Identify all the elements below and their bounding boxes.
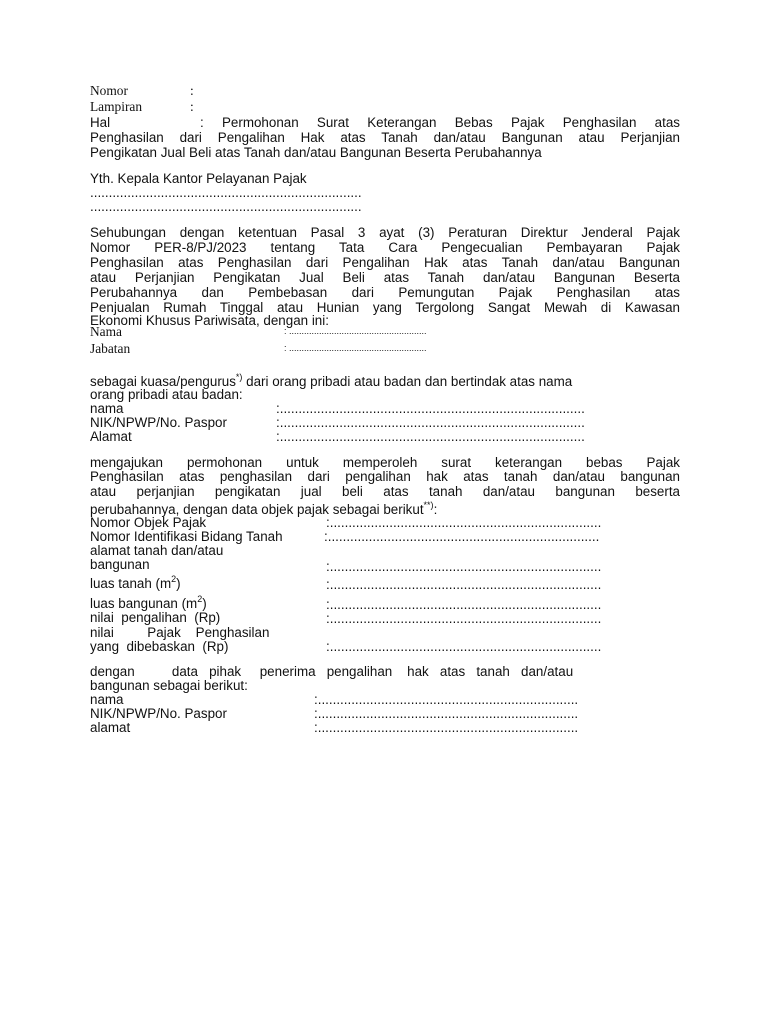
- objek-footnote-mark: **): [423, 500, 434, 510]
- objek-field-value: :.........................................................................: [326, 639, 602, 654]
- objek-line-3: atau perjanjian pengikatan jual beli atas tanah dan/atau bangunan beserta: [90, 484, 680, 499]
- kuasa-text-a: sebagai kuasa/pengurus: [90, 374, 236, 389]
- objek-field-label: bangunan: [90, 557, 150, 572]
- objek-field-label: Nomor Identifikasi Bidang Tanah: [90, 529, 283, 544]
- luas-tanah-label: luas tanah (m: [90, 576, 172, 591]
- penerima-field-value: :......................................................................: [314, 692, 579, 707]
- intro-line-6: Penjualan Rumah Tinggal atau Hunian yang Tergolong Sangat Mewah di Kawasan: [90, 300, 680, 315]
- objek-field-label: nilai pengalihan (Rp): [90, 610, 221, 625]
- objek-field-label: nilai Pajak Penghasilan: [90, 625, 270, 640]
- penerima-field-value: :......................................................................: [314, 706, 579, 721]
- objek-field-label: [90, 596, 207, 611]
- objek-field-value: :.........................................................................: [326, 515, 602, 530]
- objek-field-value: :.........................................................................: [326, 577, 602, 592]
- hal-label: Hal: [90, 115, 111, 130]
- intro-line-7: Ekonomi Khusus Pariwisata, dengan ini:: [90, 313, 329, 328]
- hal-line-2: Penghasilan dari Pengalihan Hak atas Tanah dan/atau Bangunan atau Perjanjian: [90, 130, 680, 145]
- objek-field-value: :.........................................................................: [324, 529, 600, 544]
- objek-last-text: perubahannya, dengan data objek pajak sebagai berikut: [90, 502, 424, 517]
- intro-line-5: Perubahannya dan Pembebasan dari Pemungutan Pajak Penghasilan atas: [90, 285, 680, 300]
- penerima-field-label: alamat: [90, 720, 131, 735]
- objek-line-2: Penghasilan atas penghasilan dari pengalihan hak atas tanah dan/atau bangunan: [90, 469, 680, 484]
- nomor-row: [90, 83, 128, 98]
- objek-field-value: :.........................................................................: [326, 611, 602, 626]
- intro-line-4: atau Perjanjian Pengikatan Jual Beli atas Tanah dan/atau Bangunan Beserta: [90, 270, 680, 285]
- objek-field-label: [90, 576, 181, 591]
- kuasa-field-label: NIK/NPWP/No. Paspor: [90, 415, 227, 430]
- penerima-field-label: NIK/NPWP/No. Paspor: [90, 706, 227, 721]
- nama-dots: : .......................................................: [284, 326, 427, 336]
- intro-line-3: Penghasilan atas Penghasilan dari Pengalihan Hak atas Tanah dan/atau Bangunan: [90, 255, 680, 270]
- intro-line-2: Nomor PER-8/PJ/2023 tentang Tata Cara Pengecualian Pembayaran Pajak: [90, 240, 680, 255]
- lampiran-label: Lampiran: [90, 99, 143, 114]
- kuasa-text-b: dari orang pribadi atau badan dan bertindak atas nama: [242, 374, 573, 389]
- addressee-line: Yth. Kepala Kantor Pelayanan Pajak: [90, 171, 307, 186]
- luas-tanah-tail: ): [176, 576, 181, 591]
- kuasa-field-value: :..................................................................................: [276, 429, 585, 444]
- kuasa-field-value: :..................................................................................: [276, 415, 585, 430]
- addressee-dots-2: .........................................................................: [90, 199, 362, 214]
- kuasa-line-2: orang pribadi atau badan:: [90, 387, 243, 402]
- penerima-field-label: nama: [90, 692, 124, 707]
- luas-bangunan-sup: 2: [197, 594, 203, 604]
- luas-bangunan-label: luas bangunan (m: [90, 596, 198, 611]
- hal-line-1: : Permohonan Surat Keterangan Bebas Pajak Penghasilan atas: [200, 115, 680, 130]
- nomor-colon: :: [190, 83, 194, 98]
- objek-field-label: yang dibebaskan (Rp): [90, 639, 229, 654]
- kuasa-footnote-mark: *): [235, 372, 243, 382]
- luas-bangunan-tail: ): [202, 596, 207, 611]
- lampiran-colon: :: [190, 99, 194, 114]
- penerima-line-1: dengan data pihak penerima pengalihan hak atas tanah dan/atau: [90, 664, 574, 679]
- kuasa-field-label: Alamat: [90, 429, 132, 444]
- objek-field-value: :.........................................................................: [326, 597, 602, 612]
- kuasa-field-value: :..................................................................................: [276, 401, 585, 416]
- objek-field-label: alamat tanah dan/atau: [90, 543, 224, 558]
- intro-line-1: Sehubungan dengan ketentuan Pasal 3 ayat (3) Peraturan Direktur Jenderal Pajak: [90, 225, 680, 240]
- jabatan-label: Jabatan: [90, 341, 131, 356]
- addressee-dots-1: .........................................................................: [90, 185, 362, 200]
- luas-tanah-sup: 2: [171, 574, 177, 584]
- kuasa-field-label: nama: [90, 401, 124, 416]
- penerima-line-2: bangunan sebagai berikut:: [90, 678, 248, 693]
- objek-field-label: Nomor Objek Pajak: [90, 515, 207, 530]
- penerima-field-value: :......................................................................: [314, 720, 579, 735]
- hal-line-3: Pengikatan Jual Beli atas Tanah dan/atau Bangunan Beserta Perubahannya: [90, 145, 542, 160]
- nomor-label: Nomor: [90, 83, 128, 98]
- objek-last-colon: :: [433, 502, 438, 517]
- nama-label: Nama: [90, 324, 122, 339]
- objek-field-value: :.........................................................................: [326, 559, 602, 574]
- objek-line-1: mengajukan permohonan untuk memperoleh surat keterangan bebas Pajak: [90, 455, 680, 470]
- jabatan-dots: : .......................................................: [284, 343, 427, 353]
